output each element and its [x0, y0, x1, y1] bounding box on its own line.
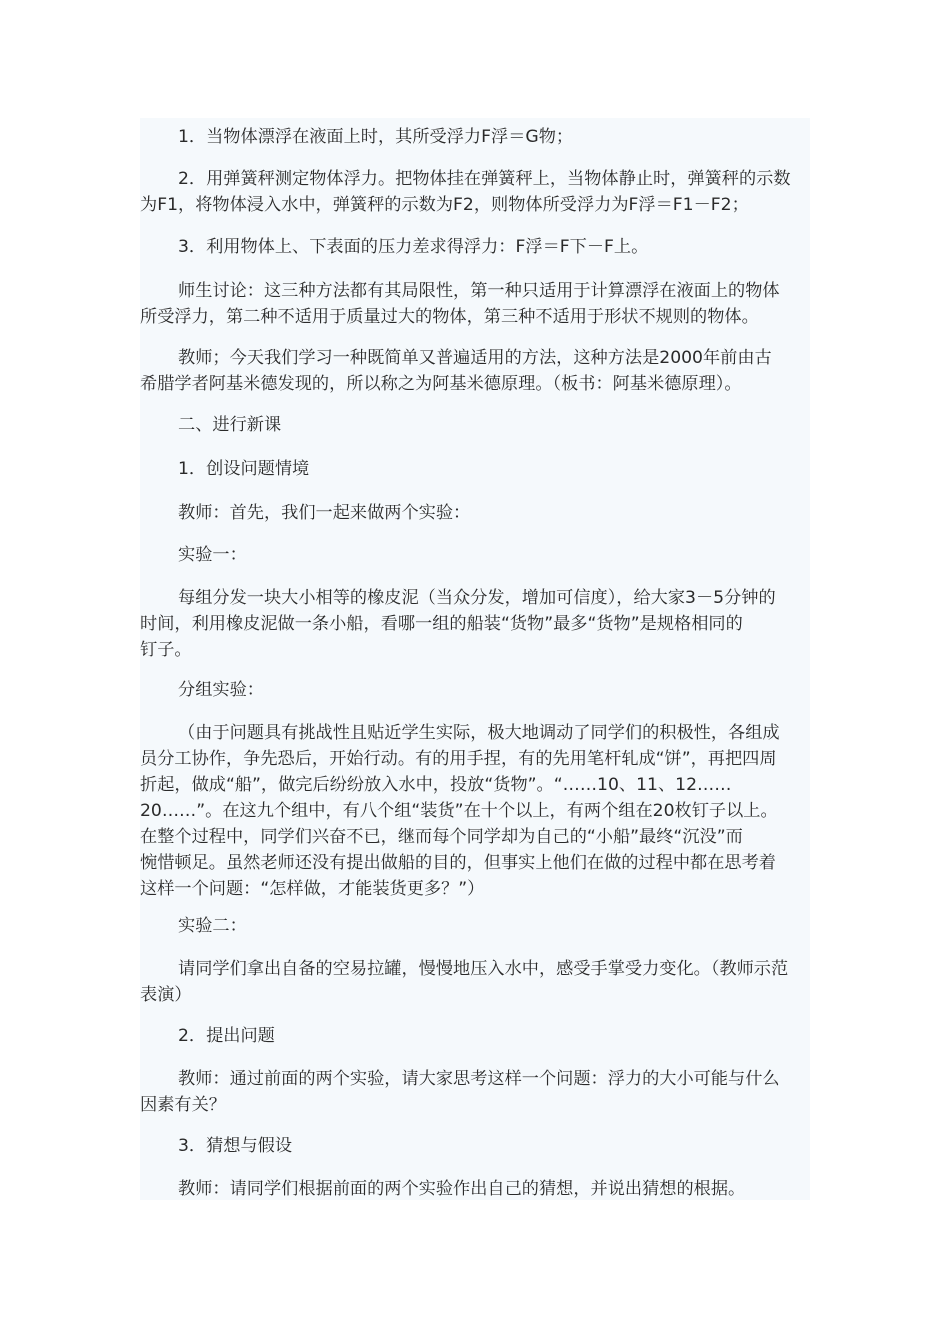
paragraph: [140, 677, 810, 703]
text-line: 表演）: [140, 985, 192, 1005]
text-line: 2．提出问题: [178, 1026, 275, 1046]
text-line: 每组分发一块大小相等的橡皮泥（当众分发，增加可信度），给大家3－5分钟的: [178, 588, 776, 608]
paragraph: [140, 345, 810, 397]
text-line: 请同学们拿出自备的空易拉罐，慢慢地压入水中，感受手掌受力变化。（教师示范: [178, 959, 789, 979]
section-heading: [140, 1133, 810, 1159]
text-line: （由于问题具有挑战性且贴近学生实际，极大地调动了同学们的积极性，各组成: [178, 723, 780, 743]
paragraph: [140, 234, 810, 260]
text-line: 教师；今天我们学习一种既简单又普遍适用的方法，这种方法是2000年前由古: [178, 348, 772, 368]
paragraph: [140, 166, 810, 218]
text-line: 在整个过程中，同学们兴奋不已，继而每个同学却为自己的“小船”最终“沉没”而: [140, 827, 743, 847]
text-line: 教师：请同学们根据前面的两个实验作出自己的猜想，并说出猜想的根据。: [178, 1179, 746, 1199]
paragraph: [140, 124, 810, 150]
text-line: 师生讨论：这三种方法都有其局限性，第一种只适用于计算漂浮在液面上的物体: [178, 281, 780, 301]
section-heading: [140, 456, 810, 482]
text-line: 为F1，将物体浸入水中，弹簧秤的示数为F2，则物体所受浮力为F浮＝F1－F2；: [140, 195, 749, 215]
text-line: 这样一个问题：“怎样做，才能装货更多？”）: [140, 879, 485, 899]
text-line: 20……”。在这九个组中，有八个组“装货”在十个以上，有两个组在20枚钉子以上。: [140, 801, 778, 821]
text-line: 时间，利用橡皮泥做一条小船，看哪一组的船装“货物”最多“货物”是规格相同的: [140, 614, 743, 634]
text-line: 希腊学者阿基米德发现的，所以称之为阿基米德原理。（板书：阿基米德原理）。: [140, 374, 742, 394]
text-line: 1．当物体漂浮在液面上时，其所受浮力F浮＝G物；: [178, 127, 574, 147]
text-line: 教师：首先，我们一起来做两个实验：: [178, 503, 471, 523]
section-heading: [140, 1023, 810, 1049]
text-line: 2．用弹簧秤测定物体浮力。把物体挂在弹簧秤上，当物体静止时，弹簧秤的示数: [178, 169, 791, 189]
section-heading: [140, 412, 810, 438]
text-line: 实验二：: [178, 916, 247, 936]
text-line: 3．利用物体上、下表面的压力差求得浮力：F浮＝F下－F上。: [178, 237, 649, 257]
text-line: 所受浮力，第二种不适用于质量过大的物体，第三种不适用于形状不规则的物体。: [140, 307, 759, 327]
text-line: 二、进行新课: [178, 415, 282, 435]
text-line: 因素有关？: [140, 1095, 226, 1115]
paragraph: [140, 720, 810, 902]
document-body: [140, 118, 810, 1200]
text-line: 员分工协作，争先恐后，开始行动。有的用手捏，有的先用笔杆轧成“饼”，再把四周: [140, 749, 777, 769]
paragraph: [140, 500, 810, 526]
paragraph: [140, 1066, 810, 1118]
paragraph: [140, 1176, 810, 1202]
text-line: 惋惜顿足。虽然老师还没有提出做船的目的，但事实上他们在做的过程中都在思考着: [140, 853, 776, 873]
text-line: 3．猜想与假设: [178, 1136, 293, 1156]
text-line: 分组实验：: [178, 680, 264, 700]
paragraph: [140, 956, 810, 1008]
text-line: 钉子。: [140, 640, 192, 660]
text-line: 折起，做成“船”，做完后纷纷放入水中，投放“货物”。“……10、11、12……: [140, 775, 732, 795]
paragraph: [140, 542, 810, 568]
paragraph: [140, 278, 810, 330]
paragraph: [140, 585, 810, 663]
text-line: 教师：通过前面的两个实验，请大家思考这样一个问题：浮力的大小可能与什么: [178, 1069, 780, 1089]
text-line: 1．创设问题情境: [178, 459, 310, 479]
text-line: 实验一：: [178, 545, 247, 565]
paragraph: [140, 913, 810, 939]
